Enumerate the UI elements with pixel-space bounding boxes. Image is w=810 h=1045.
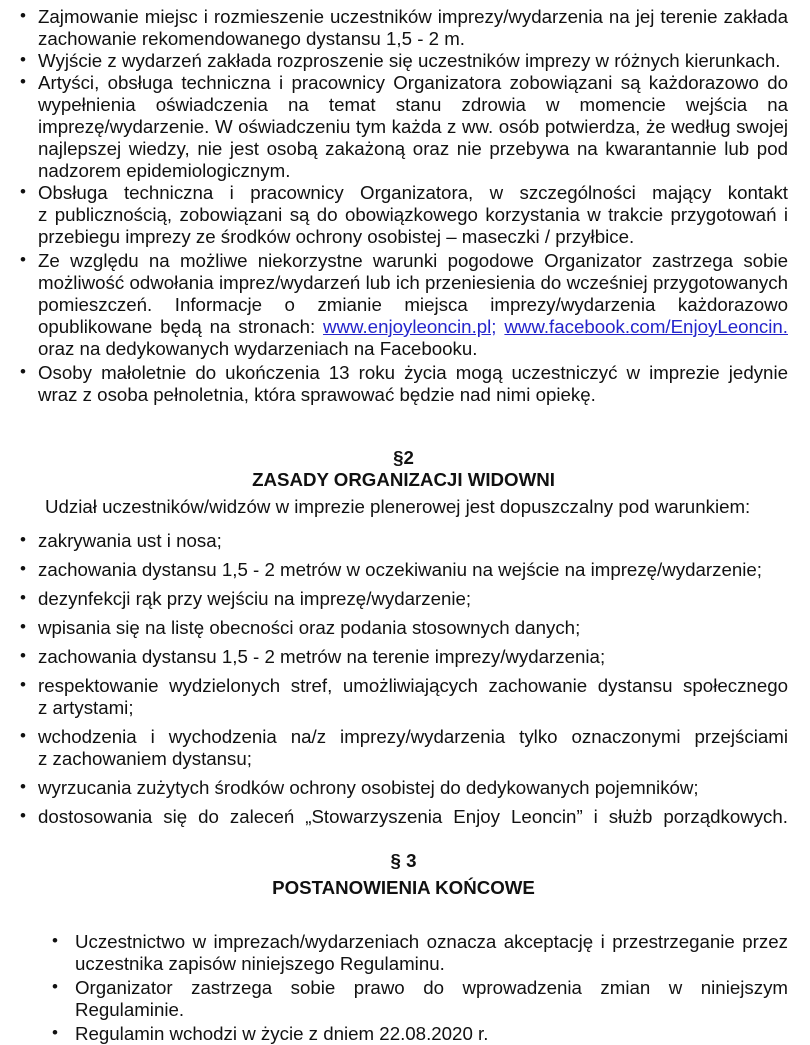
rules-list-general	[19, 6, 788, 406]
list-item	[50, 977, 788, 1021]
list-item	[19, 50, 788, 72]
item-text: zachowania dystansu 1,5 - 2 metrów w oczekiwaniu na wejście na imprezę/wydarzenie;	[38, 559, 762, 580]
item-text: Obsługa techniczna i pracownicy Organizatora, w szczególności mający kontakt z publicznością, zobowiązani są do obowiązkowego korzystania w trakcie przygotowań i przebiegu imprezy ze środków ochrony osobistej – maseczki / przyłbice.	[38, 182, 788, 247]
item-text: wpisania się na listę obecności oraz podania stosownych danych;	[38, 617, 581, 638]
list-item	[19, 6, 788, 50]
bullet-icon: •	[20, 559, 26, 578]
item-text: oraz na dedykowanych wydarzeniach na Facebooku.	[38, 338, 478, 359]
item-text: wchodzenia i wychodzenia na/z imprezy/wydarzenia tylko oznaczonymi przejściami z zachowaniem dystansu;	[38, 726, 788, 769]
bullet-icon: •	[20, 182, 26, 201]
item-text: Ze względu na możliwe niekorzystne warunki pogodowe Organizator zastrzega sobie możliwość odwołania imprez/wydarzeń lub ich przeniesienia do wcześniej przygotowanych pomieszczeń. Informacje o zmianie miejsca imprezy/wydarzenia każdorazowo opublikowane będą na stronach:	[38, 250, 788, 337]
item-text: zakrywania ust i nosa;	[38, 530, 222, 551]
list-item-with-links	[19, 250, 788, 360]
link-facebook-enjoyleoncin[interactable]: www.facebook.com/EnjoyLeoncin.	[504, 316, 788, 337]
bullet-icon: •	[20, 50, 26, 69]
item-text: Uczestnictwo w imprezach/wydarzeniach oznacza akceptację i przestrzeganie przez uczestnika zapisów niniejszego Regulaminu.	[75, 931, 788, 974]
list-item	[19, 675, 788, 719]
section-3-number: § 3	[390, 850, 417, 871]
bullet-icon: •	[20, 72, 26, 91]
bullet-icon: •	[52, 977, 58, 996]
item-text: dostosowania się do zaleceń „Stowarzyszenia Enjoy Leoncin” i służb porządkowych.	[38, 806, 788, 827]
item-text: respektowanie wydzielonych stref, umożliwiających zachowanie dystansu społecznego z artystami;	[38, 675, 788, 718]
bullet-icon: •	[20, 617, 26, 636]
list-item	[19, 646, 788, 668]
list-item	[19, 617, 788, 639]
rules-list-audience	[19, 530, 788, 828]
list-item	[19, 777, 788, 799]
bullet-icon: •	[20, 806, 26, 825]
section-2-intro: Udział uczestników/widzów w imprezie plenerowej jest dopuszczalny pod warunkiem:	[45, 496, 751, 517]
list-item	[19, 726, 788, 770]
item-text: zachowania dystansu 1,5 - 2 metrów na terenie imprezy/wydarzenia;	[38, 646, 606, 667]
section-2-title: ZASADY ORGANIZACJI WIDOWNI	[252, 469, 555, 490]
list-item	[19, 559, 788, 581]
section-2-heading	[19, 447, 788, 491]
bullet-icon: •	[20, 362, 26, 381]
item-text: Organizator zastrzega sobie prawo do wprowadzenia zmian w niniejszym Regulaminie.	[75, 977, 788, 1020]
list-item	[19, 362, 788, 406]
bullet-icon: •	[20, 646, 26, 665]
list-item	[19, 806, 788, 828]
item-text: Regulamin wchodzi w życie z dniem 22.08.2020 r.	[75, 1023, 489, 1044]
list-item	[50, 931, 788, 975]
list-item	[19, 72, 788, 182]
section-2-number: §2	[393, 447, 414, 468]
bullet-icon: •	[52, 931, 58, 950]
bullet-icon: •	[20, 726, 26, 745]
rules-list-final	[50, 931, 788, 1045]
item-text: wyrzucania zużytych środków ochrony osobistej do dedykowanych pojemników;	[38, 777, 699, 798]
item-text: dezynfekcji rąk przy wejściu na imprezę/wydarzenie;	[38, 588, 472, 609]
item-text: Osoby małoletnie do ukończenia 13 roku życia mogą uczestniczyć w imprezie jedynie wraz z osoba pełnoletnia, która sprawować będzie nad nimi opiekę.	[38, 362, 788, 405]
bullet-icon: •	[52, 1023, 58, 1042]
item-text: Artyści, obsługa techniczna i pracownicy Organizatora zobowiązani są każdorazowo do wypełnienia oświadczenia na temat stanu zdrowia w momencie wejścia na imprezę/wydarzenie. W oświadczeniu tym każda z ww. osób potwierdza, że według swojej najlepszej wiedzy, nie jest osobą zakażoną oraz nie przebywa na kwarantannie lub pod nadzorem epidemiologicznym.	[38, 72, 788, 181]
link-enjoyleoncin-pl[interactable]: www.enjoyleoncin.pl;	[323, 316, 497, 337]
bullet-icon: •	[20, 777, 26, 796]
bullet-icon: •	[20, 6, 26, 25]
list-item	[19, 182, 788, 248]
list-item	[50, 1023, 788, 1045]
list-item	[19, 530, 788, 552]
bullet-icon: •	[20, 588, 26, 607]
bullet-icon: •	[20, 675, 26, 694]
bullet-icon: •	[20, 250, 26, 269]
bullet-icon: •	[20, 530, 26, 549]
section-3-heading	[19, 850, 788, 899]
section-3-title: POSTANOWIENIA KOŃCOWE	[272, 877, 535, 898]
item-text: Zajmowanie miejsc i rozmieszenie uczestników imprezy/wydarzenia na jej terenie zakłada zachowanie rekomendowanego dystansu 1,5 - 2 m.	[38, 6, 788, 49]
item-text: Wyjście z wydarzeń zakłada rozproszenie się uczestników imprezy w różnych kierunkach.	[38, 50, 781, 71]
list-item	[19, 588, 788, 610]
